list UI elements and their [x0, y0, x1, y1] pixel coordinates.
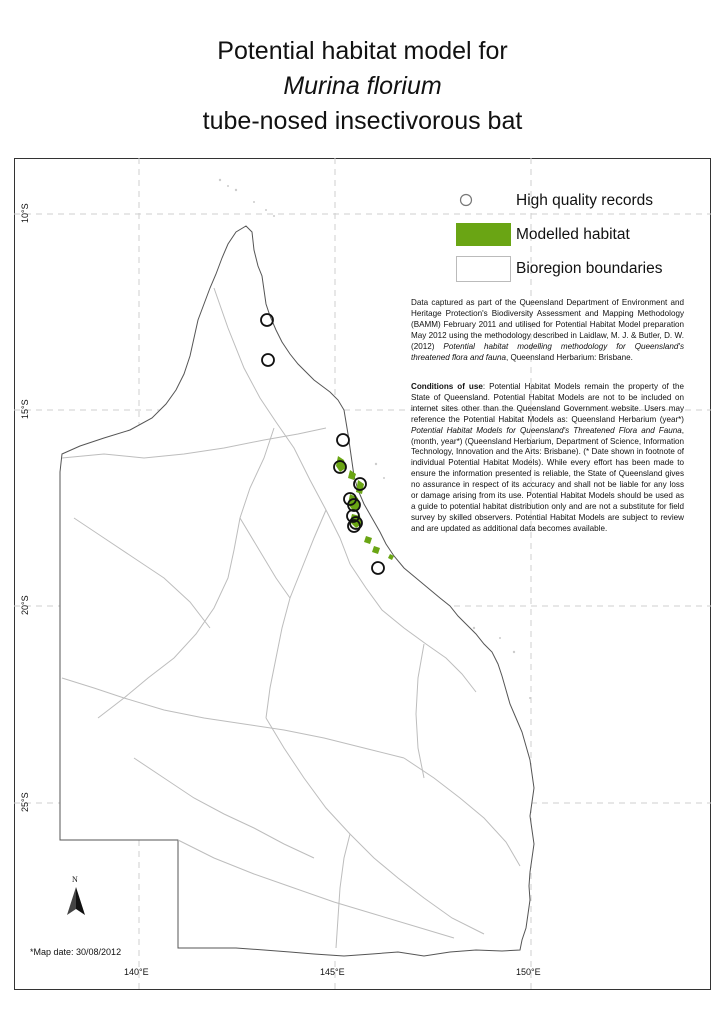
legend-bioregion-label: Bioregion boundaries	[516, 260, 663, 277]
lat-label-20s: 20°S	[20, 595, 30, 615]
data-capture-note: Data captured as part of the Queensland Department of Environment and Heritage Protection's Biodiversity Assessment and Mapping Methodology (BAMM) February 2011 and utilised for Potential Habitat Model preparation May 2012 using the methodology described in Laidlaw, M. J. & Butler, D. W. (2012) Potential habitat modelling methodology for Queensland's threatened flora and fauna, Queensland Herbarium: Brisbane.	[411, 298, 684, 362]
species-name: Murina florium	[283, 72, 442, 100]
north-arrow	[66, 875, 86, 917]
lon-label-145e: 145°E	[320, 967, 345, 977]
habitat-swatch	[456, 223, 511, 246]
map-date: *Map date: 30/08/2012	[30, 947, 122, 957]
north-arrow-icon	[66, 887, 86, 917]
map-canvas[interactable]	[14, 158, 711, 990]
legend-habitat-label: Modelled habitat	[516, 226, 630, 243]
record-symbol	[456, 190, 512, 218]
common-name: tube-nosed insectivorous bat	[202, 107, 523, 135]
lat-label-25s: 25°S	[20, 792, 30, 812]
lon-label-140e: 140°E	[124, 967, 149, 977]
lat-label-10s: 10°S	[20, 203, 30, 223]
lat-label-15s: 15°S	[20, 399, 30, 419]
bioregion-swatch	[456, 256, 511, 282]
lon-label-150e: 150°E	[516, 967, 541, 977]
legend-records-label: High quality records	[516, 192, 653, 209]
map-title: Potential habitat model for	[217, 37, 508, 65]
conditions-of-use-note: Conditions of use: Potential Habitat Models remain the property of the State of Queensland. Potential Habitat Models are not to be included on internet sites other than the Queensland Government website. Users may reference the Potential Habitat Models as: Queensland Herbarium (year*) Potential Habitat Models for Queensland's Threatened Flora and Fauna, (month, year*) (Queensland Herbarium, Department of Science, Information Technology, Innovation and the Arts: Brisbane). (* Date shown in footnote of individual Potential Habitat Models). While every effort has been made to ensure the information presented is reliable, the State of Queensland gives no assurance in respect of its accuracy and shall not be liable for any loss or damage arising from its use. Potential Habitat Models should be used as a guide to potential habitat distribution only and are not a substitute for field survey by skilled observers. Potential Habitat Models are subject to review and are updated as additional data becomes available.	[411, 382, 684, 533]
north-label: N	[72, 875, 78, 884]
